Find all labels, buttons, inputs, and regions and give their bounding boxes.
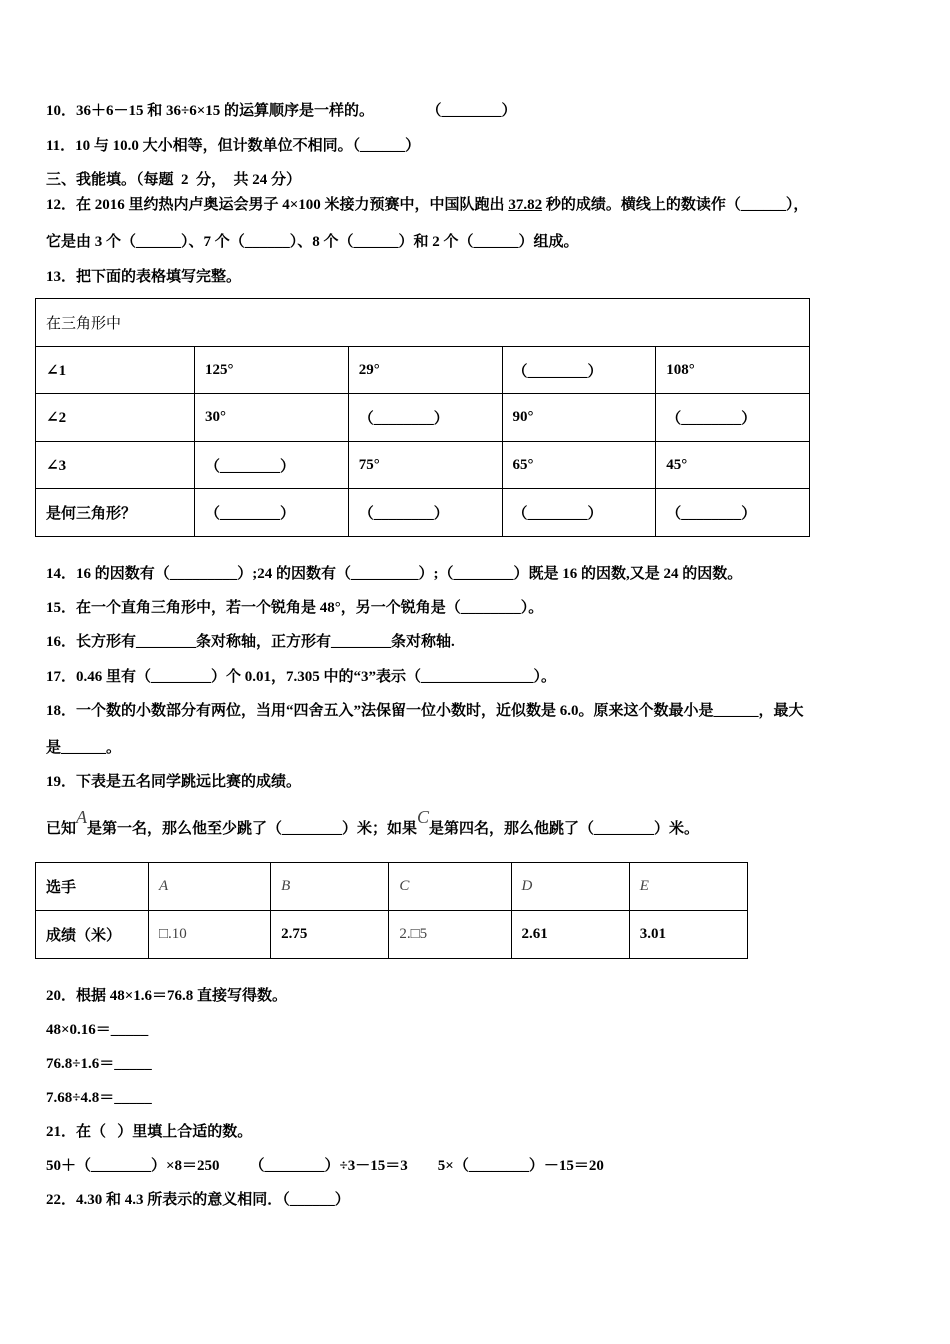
cell: 2.61 — [511, 911, 629, 959]
q19-var-a: A — [76, 807, 88, 827]
section-heading: 三、我能填。（每题 2 分， 共 24 分） — [46, 172, 302, 188]
cell: 45° — [656, 442, 810, 489]
question-13: 13．把下面的表格填写完整。 — [46, 269, 242, 285]
cell: 29° — [348, 347, 502, 394]
cell: 125° — [195, 347, 349, 394]
q20-item-c: 7.68÷4.8＝_____ — [46, 1090, 152, 1106]
cell: 90° — [502, 394, 656, 442]
question-15: 15．在一个直角三角形中，若一个锐角是 48°，另一个锐角是（________）。 — [46, 600, 544, 616]
table-row — [36, 911, 748, 959]
question-19-cont — [46, 807, 700, 839]
table-row — [36, 489, 810, 537]
question-19: 19．下表是五名同学跳远比赛的成绩。 — [46, 774, 302, 790]
question-18-cont: 是______。 — [46, 740, 122, 756]
cell: 2.□5 — [389, 911, 511, 959]
q12-text: 12．在 2016 里约热内卢奥运会男子 4×100 米接力预赛中，中国队跑出 — [46, 197, 509, 213]
cell: （________） — [502, 347, 656, 394]
cell: B — [271, 863, 389, 911]
cell: □.10 — [149, 911, 271, 959]
q19-text-3: 是第四名，那么他跳了（________）米。 — [429, 821, 700, 837]
cell: 是何三角形？ — [36, 489, 195, 537]
table-title: 在三角形中 — [36, 299, 810, 347]
question-11: 11．10 与 10.0 大小相等，但计数单位不相同。（______） — [46, 138, 421, 154]
angle-table — [35, 298, 810, 537]
question-18: 18．一个数的小数部分有两位，当用“四舍五入”法保留一位小数时，近似数是 6.0。原来这个数最小是______，最大 — [46, 703, 804, 719]
cell: C — [389, 863, 511, 911]
cell: （________） — [195, 489, 349, 537]
q19-text-2: 是第一名，那么他至少跳了（________）米；如果 — [87, 821, 418, 837]
cell: 成绩（米） — [36, 911, 149, 959]
cell: （________） — [348, 489, 502, 537]
cell: E — [629, 863, 747, 911]
cell: 2.75 — [271, 911, 389, 959]
q12-text-2: 秒的成绩。横线上的数读作（______）， — [542, 197, 809, 213]
q12-underlined-number: 37.82 — [508, 197, 543, 213]
cell: ∠1 — [36, 347, 195, 394]
q21-items: 50＋（________）×8＝250 （________）÷3－15＝3 5×（________）－15＝20 — [46, 1158, 604, 1174]
cell: 65° — [502, 442, 656, 489]
q19-text: 已知 — [46, 821, 77, 837]
table-row — [36, 347, 810, 394]
question-10: 10．36＋6－15 和 36÷6×15 的运算顺序是一样的。 （________） — [46, 103, 517, 119]
cell: 75° — [348, 442, 502, 489]
q19-var-c: C — [417, 807, 430, 827]
cell: 3.01 — [629, 911, 747, 959]
long-jump-table — [35, 862, 748, 959]
q20-item-a: 48×0.16＝_____ — [46, 1022, 149, 1038]
question-21: 21．在（ ）里填上合适的数。 — [46, 1124, 253, 1140]
question-17: 17．0.46 里有（________）个 0.01，7.305 中的“3”表示（_______________）。 — [46, 669, 557, 685]
question-12 — [46, 195, 808, 215]
cell: （________） — [195, 442, 349, 489]
question-16: 16．长方形有________条对称轴，正方形有________条对称轴. — [46, 634, 455, 650]
cell: ∠3 — [36, 442, 195, 489]
cell: （________） — [502, 489, 656, 537]
table-row — [36, 442, 810, 489]
question-14: 14．16 的因数有（_________）;24 的因数有（_________）;（________）既是 16 的因数,又是 24 的因数。 — [46, 566, 743, 582]
cell: （________） — [656, 394, 810, 442]
table-header-row — [36, 863, 748, 911]
table-row — [36, 394, 810, 442]
question-20: 20．根据 48×1.6＝76.8 直接写得数。 — [46, 988, 288, 1004]
cell: 选手 — [36, 863, 149, 911]
cell: 108° — [656, 347, 810, 394]
question-12-cont: 它是由 3 个（______）、7 个（______）、8 个（______）和 2 个（______）组成。 — [46, 234, 579, 250]
cell: （________） — [656, 489, 810, 537]
question-22: 22．4.30 和 4.3 所表示的意义相同．（______） — [46, 1192, 350, 1208]
cell: （________） — [348, 394, 502, 442]
q20-item-b: 76.8÷1.6＝_____ — [46, 1056, 152, 1072]
cell: D — [511, 863, 629, 911]
cell: ∠2 — [36, 394, 195, 442]
cell: A — [149, 863, 271, 911]
cell: 30° — [195, 394, 349, 442]
